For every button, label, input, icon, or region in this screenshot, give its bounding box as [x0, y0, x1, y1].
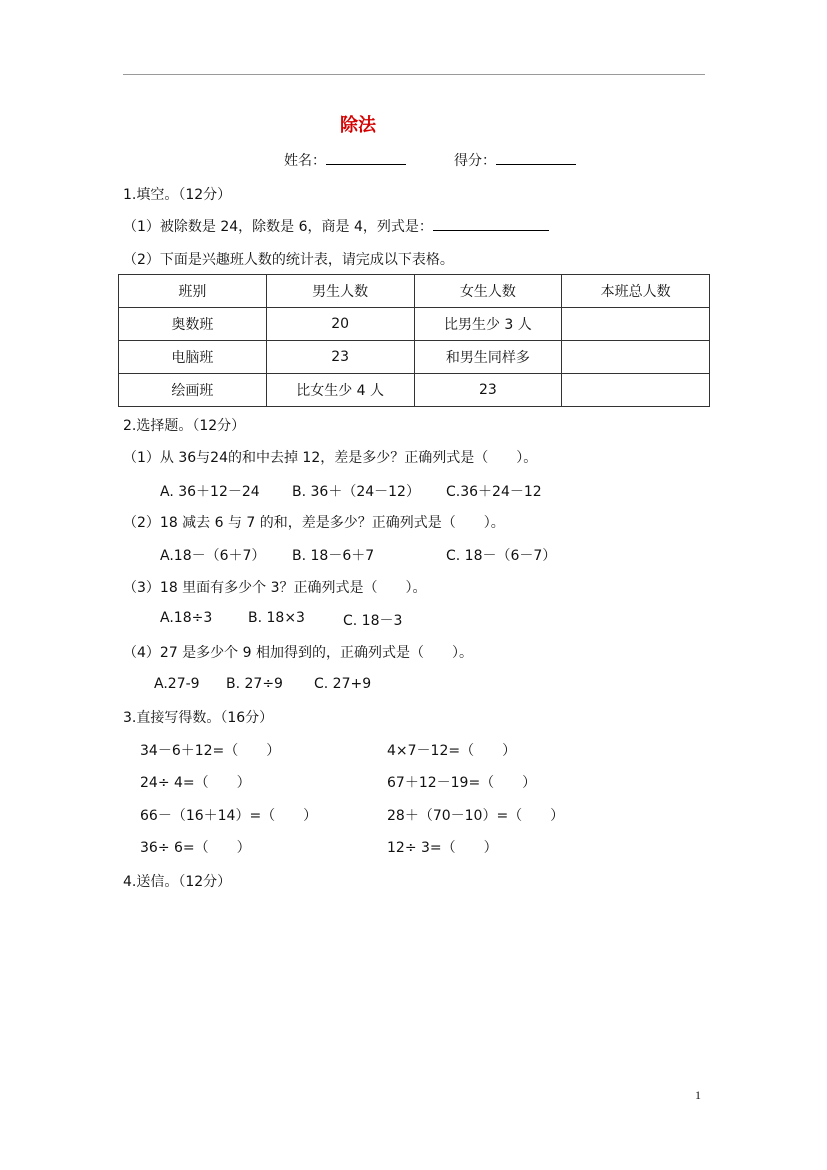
q2-item2-option-b: B. 18－6＋7 [292, 548, 375, 564]
q2-item1-stem: （1）从 36与24的和中去掉 12，差是多少？正确列式是（ ）。 [123, 450, 538, 466]
table-cell-blank [562, 308, 710, 341]
header-rule [123, 74, 705, 75]
table-cell: 23 [414, 374, 562, 407]
table-row [119, 308, 710, 341]
table-cell-blank [562, 341, 710, 374]
q3-right-item: 28＋（70－10）=（ ） [387, 808, 565, 824]
table-cell-blank [562, 374, 710, 407]
q2-item4-option-c: C. 27+9 [314, 676, 372, 692]
table-cell: 绘画班 [119, 374, 267, 407]
q1-part1-blank [433, 216, 549, 231]
q2-item1-option-a: A. 36＋12－24 [160, 484, 260, 500]
q4-heading: 4.送信。（12分） [123, 874, 232, 890]
q1-heading: 1.填空。（12分） [123, 187, 232, 203]
table-header-cell: 班别 [119, 275, 267, 308]
table-header-cell: 女生人数 [414, 275, 562, 308]
q2-item3-stem: （3）18 里面有多少个 3？正确列式是（ ）。 [123, 580, 427, 596]
page-number: 1 [695, 1088, 701, 1102]
name-field [284, 150, 406, 170]
q1-part1-text: （1）被除数是 24，除数是 6，商是 4，列式是： [123, 219, 433, 235]
q2-item2-option-c: C. 18－（6－7） [446, 548, 557, 564]
q2-item1-option-c: C.36＋24－12 [446, 484, 542, 500]
score-label: 得分： [454, 153, 496, 169]
q2-heading: 2.选择题。（12分） [123, 418, 246, 434]
q3-left-item: 66－（16＋14）=（ ） [140, 808, 318, 824]
q2-item4-stem: （4）27 是多少个 9 相加得到的，正确列式是（ ）。 [123, 645, 473, 661]
table-cell: 比女生少 4 人 [266, 374, 414, 407]
q2-item3-option-c: C. 18－3 [343, 613, 403, 629]
stats-table [118, 274, 710, 407]
q3-left-item: 34－6＋12=（ ） [140, 743, 281, 759]
q1-part2: （2）下面是兴趣班人数的统计表，请完成以下表格。 [123, 252, 454, 268]
table-cell: 比男生少 3 人 [414, 308, 562, 341]
q2-item2-option-a: A.18－（6＋7） [160, 548, 266, 564]
table-cell: 23 [266, 341, 414, 374]
score-blank [496, 150, 576, 165]
name-blank [326, 150, 406, 165]
q2-item3-option-b: B. 18×3 [248, 610, 305, 626]
q2-item3-option-a: A.18÷3 [160, 610, 213, 626]
table-cell: 和男生同样多 [414, 341, 562, 374]
q3-right-item: 67＋12－19=（ ） [387, 775, 537, 791]
table-cell: 奥数班 [119, 308, 267, 341]
table-header-cell: 男生人数 [266, 275, 414, 308]
table-row [119, 374, 710, 407]
table-cell: 电脑班 [119, 341, 267, 374]
q3-left-item: 36÷ 6=（ ） [140, 840, 251, 856]
table-cell: 20 [266, 308, 414, 341]
q3-right-item: 12÷ 3=（ ） [387, 840, 498, 856]
q3-right-item: 4×7－12=（ ） [387, 743, 517, 759]
q2-item1-option-b: B. 36＋（24－12） [292, 484, 420, 500]
table-header-cell: 本班总人数 [562, 275, 710, 308]
score-field [454, 150, 576, 170]
q3-left-item: 24÷ 4=（ ） [140, 775, 251, 791]
page-title: 除法 [340, 115, 376, 136]
q2-item4-option-a: A.27-9 [154, 676, 200, 692]
table-row [119, 341, 710, 374]
q2-item4-option-b: B. 27÷9 [226, 676, 283, 692]
table-header-row [119, 275, 710, 308]
q2-item2-stem: （2）18 减去 6 与 7 的和，差是多少？正确列式是（ ）。 [123, 515, 505, 531]
q1-part1 [123, 216, 549, 236]
q3-heading: 3.直接写得数。（16分） [123, 710, 274, 726]
name-label: 姓名： [284, 153, 326, 169]
